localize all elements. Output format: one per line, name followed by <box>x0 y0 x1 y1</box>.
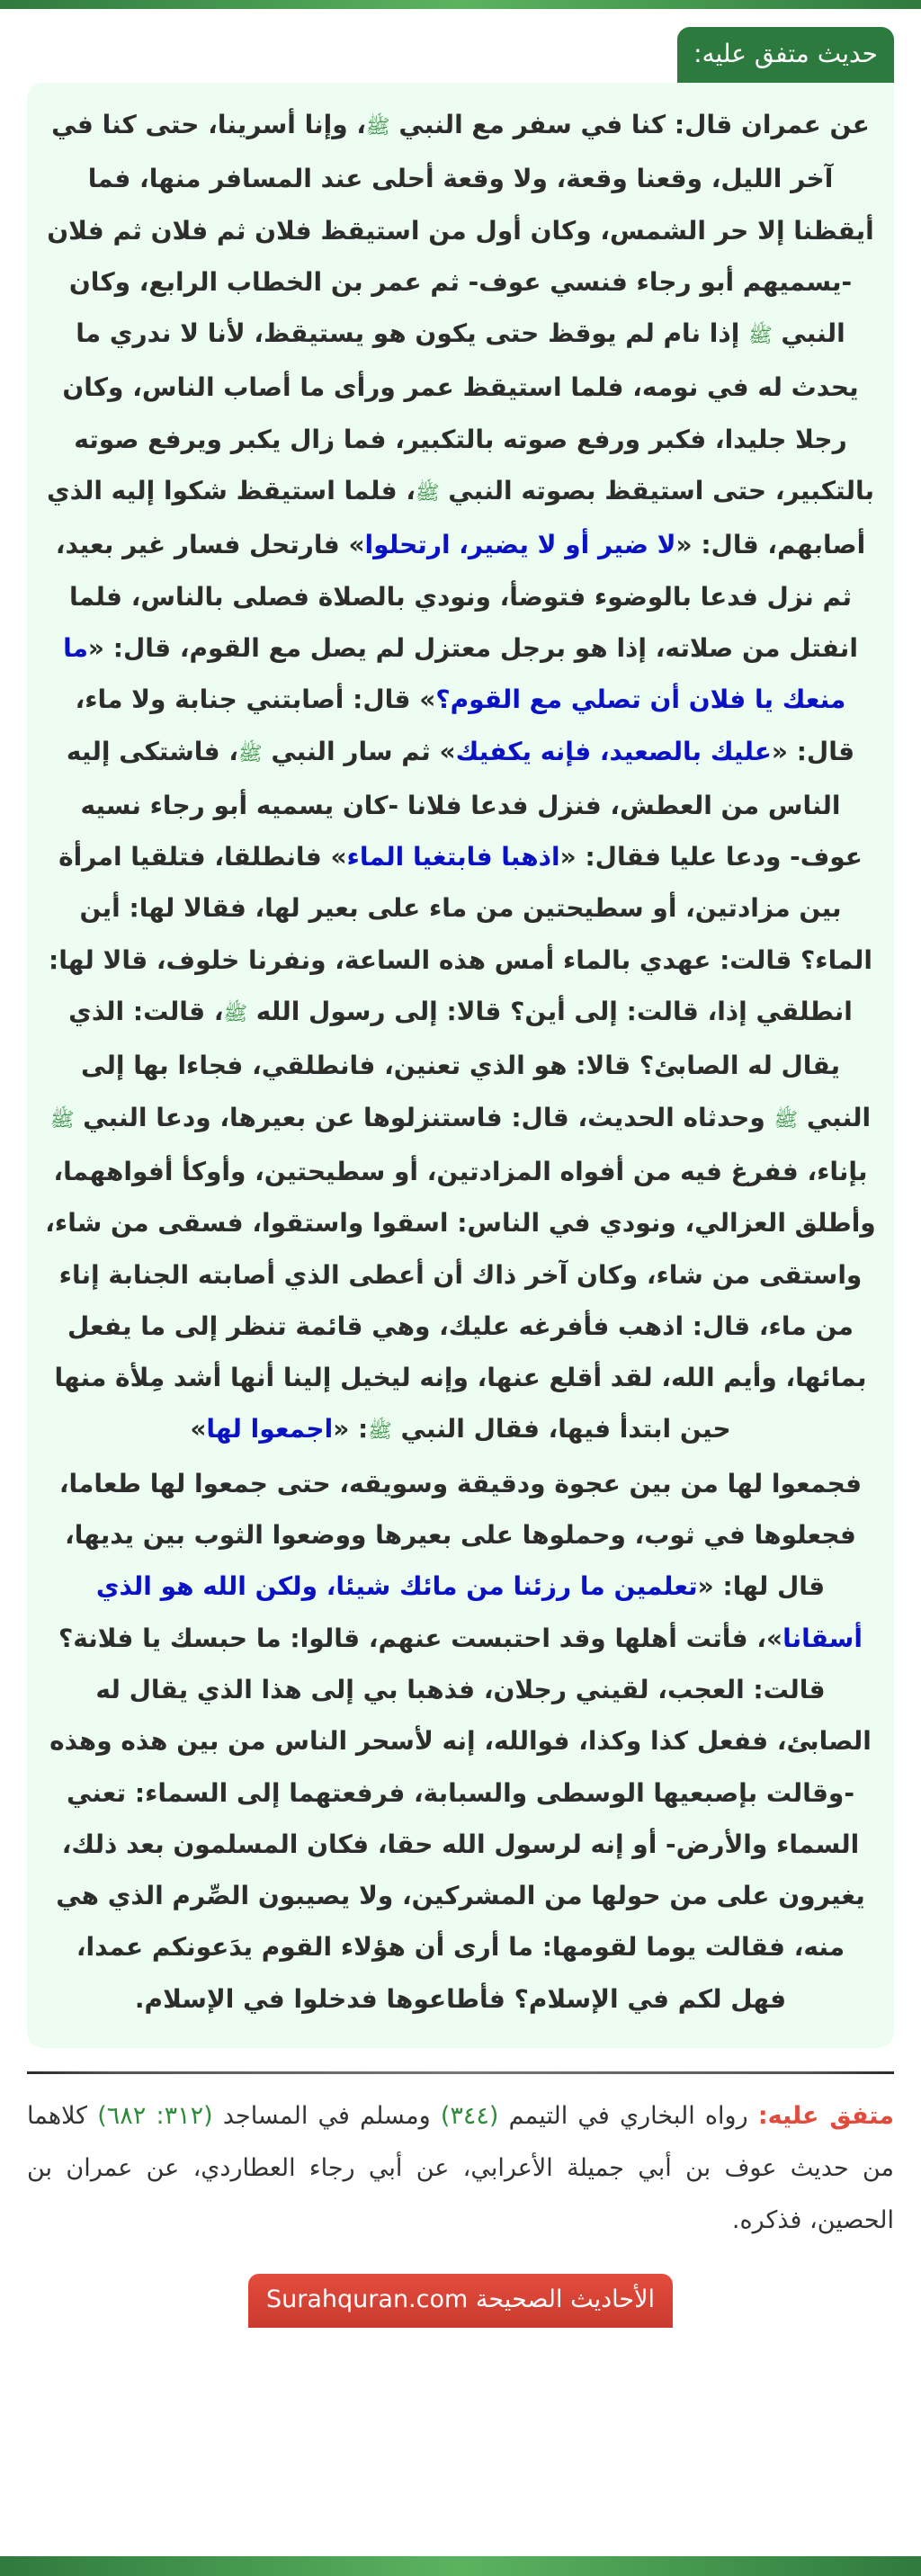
salawat-icon: ﷺ <box>238 742 263 765</box>
salawat-icon: ﷺ <box>368 1420 392 1444</box>
narration-text: بإناء، ففرغ فيه من أفواه المزادتين، أو سطيحتين، وأوكأ أفواههما، وأطلق العزالي، ونودي في الناس: اسقوا واستقوا، فسقى من شاء، واستقى من شاء، وكان آخر ذاك أن أعطى الذي أصابته الجنابة إناء من ماء، قال: اذهب فأفرغه عليك، وهي قائمة تنظر إلى ما يفعل بمائها، وأيم الله، لقد أقلع عنها، وإنه ليخيل إلينا أنها أشد مِلأة منها حين ابتدأ فيها، فقال النبي <box>45 1156 876 1445</box>
top-decorative-bar <box>0 0 921 9</box>
prophet-quote: لا ضير أو لا يضير، ارتحلوا <box>364 530 676 560</box>
salawat-icon: ﷺ <box>49 1108 75 1131</box>
narration-text: » قال: أصابتني جنابة ولا ماء، قال: « <box>75 684 855 766</box>
section-divider <box>27 2071 894 2074</box>
source-ref-bukhari: (٣٤٤) <box>440 2101 499 2130</box>
salawat-icon: ﷺ <box>773 1108 799 1131</box>
narration-text: »، فأتت أهلها وقد احتبست عنهم، قالوا: ما حبسك يا فلانة؟ قالت: العجب، لقيني رجلان، فذهبا بي إلى هذا الذي يقال له الصابئ، ففعل كذا وكذا، فوالله، إنه لأسحر الناس من بين هذه وهذه -وقالت بإصبعيها الوسطى والسبابة، فرفعتهما إلى السماء: تعني السماء والأرض- أو إنه لرسول الله حقا، فكان المسلمون بعد ذلك، يغيرون على من حولها من المشركين، ولا يصيبون الصِّرم الذي هي منه، فقالت يوما لقومها: ما أرى أن هؤلاء القوم يدَعونكم عمدا، فهل لكم في الإسلام؟ فأطاعوها فدخلوا في الإسلام. <box>49 1623 872 2014</box>
hadith-source <box>27 2090 894 2247</box>
prophet-quote: اجمعوا لها <box>206 1414 334 1445</box>
salawat-icon: ﷺ <box>366 116 390 139</box>
prophet-quote: ما منعك يا فلان أن تصلي مع القوم؟ <box>63 632 846 715</box>
salawat-icon: ﷺ <box>748 325 773 348</box>
source-label: متفق عليه: <box>757 2101 894 2130</box>
prophet-quote: اذهبا فابتغيا الماء <box>346 842 560 872</box>
narration-text: إذا نام لم يوقظ حتى يكون هو يستيقظ، لأنا لا ندري ما يحدث له في نومه، فلما استيقظ عمر ورأى ما أصاب الناس، وكان رجلا جليدا، فكبر ورفع صوته بالتكبير، فما زال يكبر ويرفع صوته بالتكبير، حتى استيقظ بصوته النبي <box>62 318 874 506</box>
source-ref-muslim: (٣١٢: ٦٨٢) <box>97 2101 213 2130</box>
narration-text: » <box>190 1414 207 1445</box>
narration-text: ، قالت: الذي يقال له الصابئ؟ قالا: هو الذي تعنين، فانطلقي، فجاءا بها إلى النبي <box>68 997 872 1132</box>
source-text-2: ومسلم في المساجد <box>212 2101 441 2130</box>
hadith-card <box>27 83 894 2048</box>
footer <box>0 2274 921 2328</box>
source-text-1: رواه البخاري في التيمم <box>498 2101 758 2130</box>
narration-text: ، فاشتكى إليه الناس من العطش، فنزل فدعا فلانا -كان يسميه أبو رجاء نسيه عوف- ودعا عليا فقال: « <box>66 736 863 872</box>
narration-text: عن عمران قال: كنا في سفر مع النبي <box>389 110 870 139</box>
narration-text: : « <box>333 1414 369 1445</box>
narration-text: » فارتحل فسار غير بعيد، ثم نزل فدعا بالوضوء فتوضأ، ونودي بالصلاة فصلى بالناس، فلما انفتل من صلاته، إذا هو برجل معتزل لم يصل مع القوم، قال: « <box>55 530 858 663</box>
salawat-icon: ﷺ <box>223 1003 248 1026</box>
source-text-3: كلاهما من حديث عوف بن أبي جميلة الأعرابي، عن أبي رجاء العطاردي، عن عمران بن الحصين، فذكره. <box>27 2101 894 2234</box>
prophet-quote: عليك بالصعيد، فإنه يكفيك <box>455 736 772 766</box>
narration-text: ، وإنا أسرينا، حتى كنا في آخر الليل، وقعنا وقعة، ولا وقعة أحلى عند المسافر منها، فما أيقظنا إلا حر الشمس، وكان أول من استيقظ فلان ثم فلان ثم فلان -يسميهم أبو رجاء فنسي عوف- ثم عمر بن الخطاب الرابع، وكان النبي <box>47 110 874 349</box>
narration-text: وحدثاه الحديث، قال: فاستنزلوها عن بعيرها، ودعا النبي <box>74 1102 774 1132</box>
hadith-text <box>45 99 876 2025</box>
salawat-icon: ﷺ <box>415 482 440 505</box>
narration-text: » فانطلقا، فتلقيا امرأة بين مزادتين، أو سطيحتين من ماء على بعير لها، فقالا لها: أين الماء؟ قالت: عهدي بالماء أمس هذه الساعة، ونفرنا خلوف، قالا لها: انطلقي إذا، قالت: إلى أين؟ قالا: إلى رسول الله <box>49 842 872 1027</box>
section-header <box>0 9 921 83</box>
narration-text: ، فلما استيقظ شكوا إليه الذي أصابهم، قال: « <box>46 476 866 560</box>
site-link-button[interactable]: الأحاديث الصحيحة Surahquran.com <box>248 2274 673 2328</box>
bottom-decorative-bar <box>0 2556 921 2576</box>
narration-text: فجمعوا لها من بين عجوة ودقيقة وسويقه، حتى جمعوا لها طعاما، فجعلوها في ثوب، وحملوها على بعيرها ووضعوا الثوب بين يديها، قال لها: « <box>58 1468 863 1602</box>
narration-text: » ثم سار النبي <box>262 736 456 766</box>
hadith-type-badge: حديث متفق عليه: <box>677 27 894 83</box>
prophet-quote: تعلمين ما رزئنا من مائك شيئا، ولكن الله هو الذي أسقانا <box>95 1571 863 1653</box>
